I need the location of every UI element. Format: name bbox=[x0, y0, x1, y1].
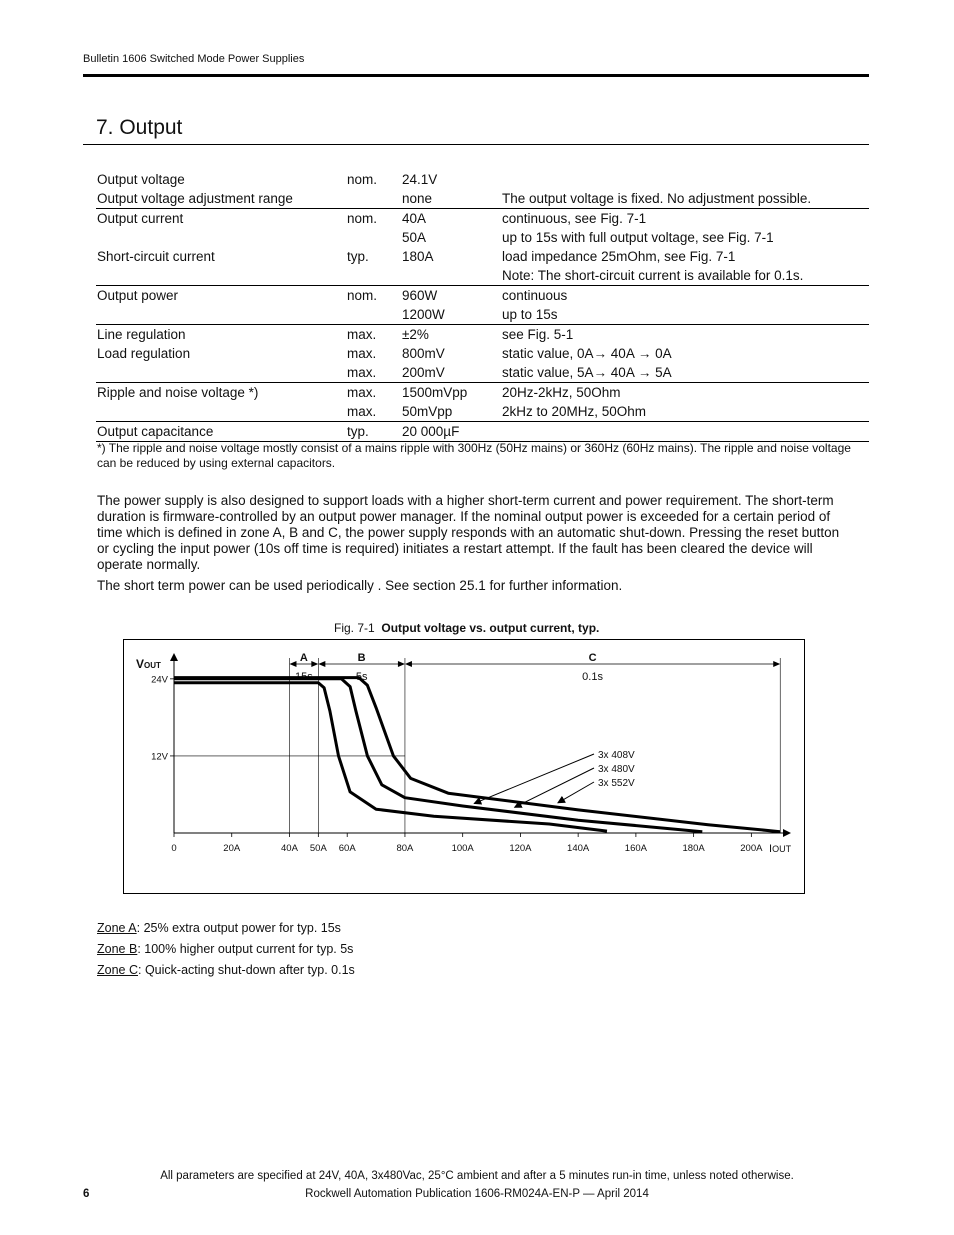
spec-row bbox=[96, 422, 869, 442]
x-tick-label: 160A bbox=[624, 843, 647, 854]
series-label: 3x 552V bbox=[598, 778, 635, 789]
spec-note: static value, 0A→ 40A → 0A bbox=[502, 346, 672, 361]
section-rule bbox=[83, 144, 869, 145]
zone-a-label: A bbox=[299, 652, 308, 664]
spec-qualifier: max. bbox=[347, 346, 377, 361]
spec-param bbox=[96, 402, 347, 422]
zone-c-text: Quick-acting shut-down after typ. 0.1s bbox=[141, 963, 355, 977]
zone-b-label: Zone B bbox=[97, 942, 138, 956]
spec-note bbox=[502, 170, 869, 189]
series-pointer bbox=[474, 754, 594, 803]
spec-row bbox=[96, 402, 869, 422]
spec-row bbox=[96, 305, 869, 325]
spec-value: 50A bbox=[402, 230, 427, 245]
figure-caption bbox=[334, 621, 599, 635]
spec-row bbox=[96, 363, 869, 383]
x-tick-label: 100A bbox=[451, 843, 474, 854]
x-tick-label: 60A bbox=[338, 843, 356, 854]
spec-qualifier: typ. bbox=[347, 422, 402, 442]
spec-param bbox=[96, 228, 347, 247]
x-tick-label: 40A bbox=[281, 843, 298, 854]
spec-value: 24.1V bbox=[402, 172, 438, 187]
spec-qualifier bbox=[347, 305, 402, 325]
zone-b-duration: 5s bbox=[355, 671, 368, 683]
page-number: 6 bbox=[83, 1188, 90, 1200]
spec-note: 20Hz-2kHz, 50Ohm bbox=[502, 385, 621, 400]
spec-qualifier: max. bbox=[347, 385, 377, 400]
footer-publication: Rockwell Automation Publication 1606-RM024A-EN-P — April 2014 bbox=[305, 1188, 649, 1200]
x-tick-label: 50A bbox=[309, 843, 327, 854]
zone-arrowhead-left bbox=[318, 661, 325, 667]
spec-value: 1200W bbox=[402, 305, 502, 325]
zone-b-legend: Zone B: 100% higher output current for typ. 5s bbox=[97, 942, 354, 956]
spec-value bbox=[402, 266, 502, 286]
curve-3x-408v bbox=[174, 683, 607, 831]
spec-param: Ripple and noise voltage *) bbox=[97, 385, 259, 400]
spec-qualifier bbox=[347, 189, 402, 209]
series-pointer bbox=[558, 782, 594, 803]
zone-c-label: Zone C bbox=[97, 963, 138, 977]
spec-value: none bbox=[402, 189, 502, 209]
spec-note: up to 15s with full output voltage, see Fig. 7-1 bbox=[502, 230, 774, 245]
spec-qualifier: nom. bbox=[347, 211, 378, 226]
spec-row bbox=[96, 228, 869, 247]
spec-row bbox=[96, 325, 869, 345]
spec-qualifier bbox=[347, 266, 402, 286]
spec-value: 960W bbox=[402, 288, 438, 303]
x-tick-label: 200A bbox=[740, 843, 763, 854]
x-tick-label: 120A bbox=[509, 843, 532, 854]
spec-value: 20 000µF bbox=[402, 422, 502, 442]
zone-b-text: 100% higher output current for typ. 5s bbox=[140, 942, 354, 956]
spec-value: ±2% bbox=[402, 327, 429, 342]
spec-row bbox=[96, 209, 869, 229]
spec-qualifier: nom. bbox=[347, 288, 378, 303]
spec-param bbox=[96, 266, 347, 286]
spec-qualifier: nom. bbox=[347, 172, 378, 187]
spec-note: continuous bbox=[502, 288, 568, 303]
series-pointer bbox=[515, 768, 594, 807]
spec-value: 40A bbox=[402, 211, 427, 226]
zone-arrowhead-right bbox=[398, 661, 405, 667]
section-title: 7. Output bbox=[96, 116, 183, 139]
series-label: 3x 480V bbox=[598, 764, 635, 775]
zone-a-label: Zone A bbox=[97, 921, 137, 935]
spec-row bbox=[96, 247, 869, 266]
spec-qualifier: typ. bbox=[347, 249, 369, 264]
spec-note: The output voltage is fixed. No adjustment possible. bbox=[502, 189, 869, 209]
series-label: 3x 408V bbox=[598, 750, 635, 761]
spec-note: see Fig. 5-1 bbox=[502, 327, 574, 342]
spec-note: 2kHz to 20MHz, 50Ohm bbox=[502, 402, 869, 422]
x-tick-label: 80A bbox=[396, 843, 414, 854]
zone-arrowhead-right bbox=[311, 661, 318, 667]
figure-label: Fig. 7-1 bbox=[334, 621, 375, 635]
footer-conditions: All parameters are specified at 24V, 40A, 3x480Vac, 25°C ambient and after a 5 minutes run-in time, unless noted otherwise. bbox=[160, 1170, 794, 1182]
y-axis-label: VOUT bbox=[136, 657, 161, 671]
zone-a-legend: Zone A: 25% extra output power for typ. 15s bbox=[97, 921, 341, 935]
spec-qualifier: max. bbox=[347, 363, 402, 383]
y-tick-label: 12V bbox=[151, 751, 168, 763]
spec-note: continuous, see Fig. 7-1 bbox=[502, 211, 647, 226]
table-footnote: *) The ripple and noise voltage mostly consist of a mains ripple with 300Hz (50Hz mains) or 360Hz (60Hz mains). The ripple and noise voltage can be reduced by using external capacitors. bbox=[97, 441, 851, 470]
spec-note: up to 15s bbox=[502, 305, 869, 325]
spec-param: Output voltage adjustment range bbox=[96, 189, 347, 209]
spec-qualifier: max. bbox=[347, 327, 377, 342]
spec-param bbox=[96, 363, 347, 383]
running-header: Bulletin 1606 Switched Mode Power Supplies bbox=[83, 53, 305, 65]
spec-value: 180A bbox=[402, 249, 434, 264]
spec-param: Output voltage bbox=[97, 172, 185, 187]
spec-row bbox=[96, 383, 869, 403]
output-spec-table bbox=[96, 170, 869, 442]
spec-row bbox=[96, 170, 869, 189]
spec-param: Short-circuit current bbox=[97, 249, 215, 264]
zone-arrowhead-right bbox=[773, 661, 780, 667]
spec-param: Load regulation bbox=[97, 346, 191, 361]
figure-frame bbox=[123, 639, 805, 894]
spec-qualifier: max. bbox=[347, 402, 402, 422]
figure-title: Output voltage vs. output current, typ. bbox=[381, 621, 600, 635]
spec-row bbox=[96, 344, 869, 363]
description-paragraph: The power supply is also designed to support loads with a higher short-term current and power requirement. The short-term duration is firmware-controlled by an output power manager. If the nominal output power is exceeded for a certain period of time which is defined in zone A, B and C, the power supply responds with an automatic shut-down. Pressing the reset button or cycling the input power (10s off time is required) initiates a restart attempt. If the fault has been cleared the device will operate normally. bbox=[97, 493, 840, 572]
spec-row bbox=[96, 286, 869, 306]
spec-value: 1500mVpp bbox=[402, 385, 468, 400]
spec-note bbox=[502, 422, 869, 442]
x-axis-label: IOUT bbox=[769, 843, 792, 855]
spec-param: Output capacitance bbox=[96, 422, 347, 442]
header-rule bbox=[83, 74, 869, 77]
short-term-paragraph: The short term power can be used periodically . See section 25.1 for further information. bbox=[97, 578, 623, 593]
x-tick-label: 0 bbox=[171, 843, 177, 854]
spec-param: Output current bbox=[97, 211, 184, 226]
spec-note: Note: The short-circuit current is available for 0.1s. bbox=[502, 266, 869, 286]
spec-qualifier bbox=[347, 228, 402, 247]
spec-param: Output power bbox=[97, 288, 179, 303]
spec-value: 200mV bbox=[402, 363, 502, 383]
x-tick-label: 140A bbox=[567, 843, 590, 854]
output-voltage-chart bbox=[124, 640, 804, 893]
zone-c-legend: Zone C: Quick-acting shut-down after typ. 0.1s bbox=[97, 963, 355, 977]
spec-param: Line regulation bbox=[97, 327, 186, 342]
zone-c-label: C bbox=[588, 652, 597, 664]
zone-a-text: 25% extra output power for typ. 15s bbox=[140, 921, 341, 935]
zone-arrowhead-left bbox=[405, 661, 412, 667]
spec-value: 50mVpp bbox=[402, 402, 502, 422]
spec-param bbox=[96, 305, 347, 325]
spec-row bbox=[96, 189, 869, 209]
y-tick-label: 24V bbox=[151, 674, 168, 686]
x-tick-label: 20A bbox=[223, 843, 241, 854]
zone-arrowhead-left bbox=[289, 661, 296, 667]
spec-value: 800mV bbox=[402, 346, 445, 361]
zone-a-duration: 15s bbox=[295, 671, 313, 683]
zone-b-label: B bbox=[357, 652, 366, 664]
spec-row bbox=[96, 266, 869, 286]
zone-c-duration: 0.1s bbox=[582, 671, 603, 683]
spec-note: load impedance 25mOhm, see Fig. 7-1 bbox=[502, 249, 736, 264]
x-tick-label: 180A bbox=[682, 843, 705, 854]
spec-note: static value, 5A→ 40A → 5A bbox=[502, 363, 869, 383]
